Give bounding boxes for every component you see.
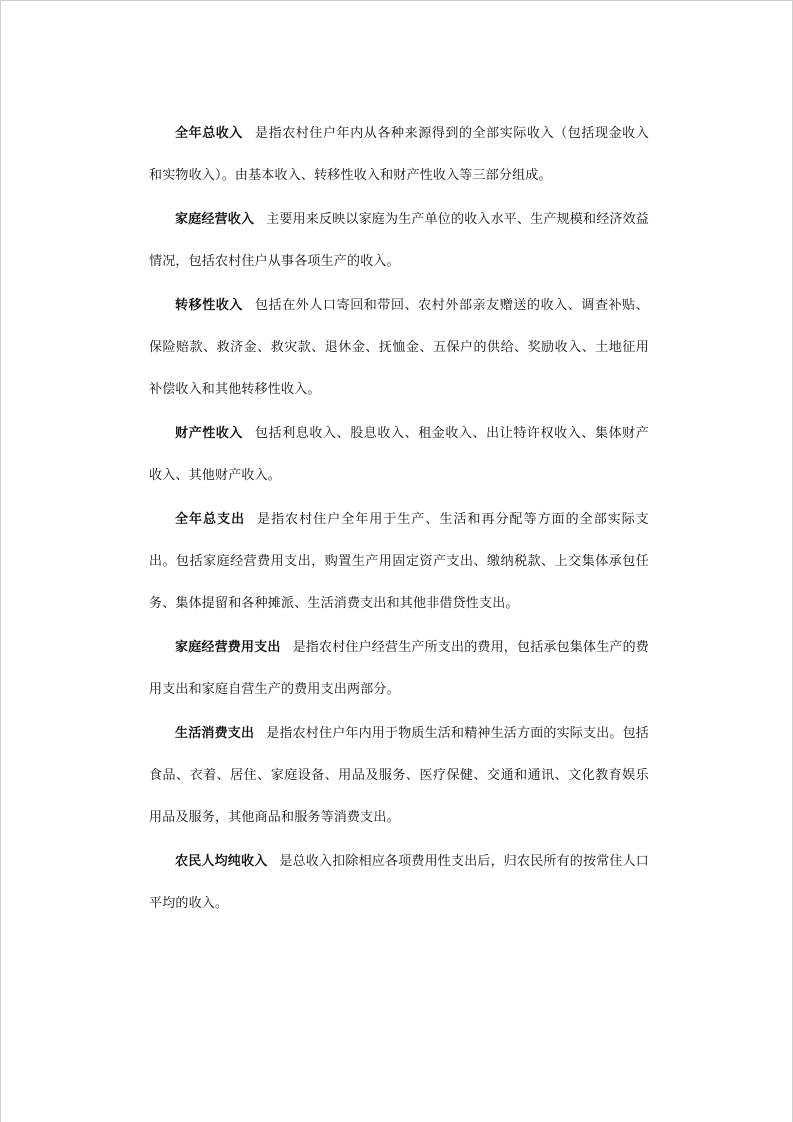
- definition-text: 是指农村住户经营生产所支出的费用，包括承包集体生产的费用支出和家庭自营生产的费用支出两部分。: [149, 640, 650, 697]
- definition-entry: [149, 113, 649, 197]
- definition-entry: [149, 499, 649, 625]
- term-property-income: 财产性收入: [175, 426, 243, 441]
- term-total-annual-income: 全年总收入: [175, 126, 243, 141]
- definition-text: 包括在外人口寄回和带回、农村外部亲友赠送的收入、调查补贴、保险赔款、救济金、救灾款、退休金、抚恤金、五保户的供给、奖励收入、土地征用补偿收入和其他转移性收入。: [149, 298, 649, 397]
- term-transfer-income: 转移性收入: [175, 298, 243, 313]
- term-per-capita-net-income: 农民人均纯收入: [175, 854, 268, 869]
- definition-text: 是指农村住户全年用于生产、生活和再分配等方面的全部实际支出。包括家庭经营费用支出，购置生产用固定资产支出、缴纳税款、上交集体承包任务、集体提留和各种摊派、生活消费支出和其他非借贷性支出。: [149, 512, 649, 611]
- term-household-business-income: 家庭经营收入: [175, 212, 255, 227]
- definition-text: 包括利息收入、股息收入、租金收入、出让特许权收入、集体财产收入、其他财产收入。: [149, 426, 649, 483]
- definition-entry: [149, 713, 649, 839]
- definition-text: 是总收入扣除相应各项费用性支出后，归农民所有的按常住人口平均的收入。: [149, 854, 650, 911]
- definition-text: 是指农村住户年内从各种来源得到的全部实际收入（包括现金收入和实物收入）。由基本收入、转移性收入和财产性收入等三部分组成。: [149, 126, 649, 183]
- term-household-business-expense: 家庭经营费用支出: [175, 640, 281, 655]
- term-total-annual-expenditure: 全年总支出: [175, 512, 246, 527]
- definitions-list: [149, 113, 649, 927]
- definition-entry: [149, 841, 649, 925]
- definition-entry: [149, 285, 649, 411]
- term-living-consumption-expenditure: 生活消费支出: [175, 726, 255, 741]
- definition-text: 是指农村住户年内用于物质生活和精神生活方面的实际支出。包括食品、衣着、居住、家庭设备、用品及服务、医疗保健、交通和通讯、文化教育娱乐用品及服务，其他商品和服务等消费支出。: [149, 726, 650, 825]
- definition-entry: [149, 627, 649, 711]
- definition-entry: [149, 199, 649, 283]
- definition-text: 主要用来反映以家庭为生产单位的收入水平、生产规模和经济效益情况，包括农村住户从事各项生产的收入。: [149, 212, 650, 269]
- definition-entry: [149, 413, 649, 497]
